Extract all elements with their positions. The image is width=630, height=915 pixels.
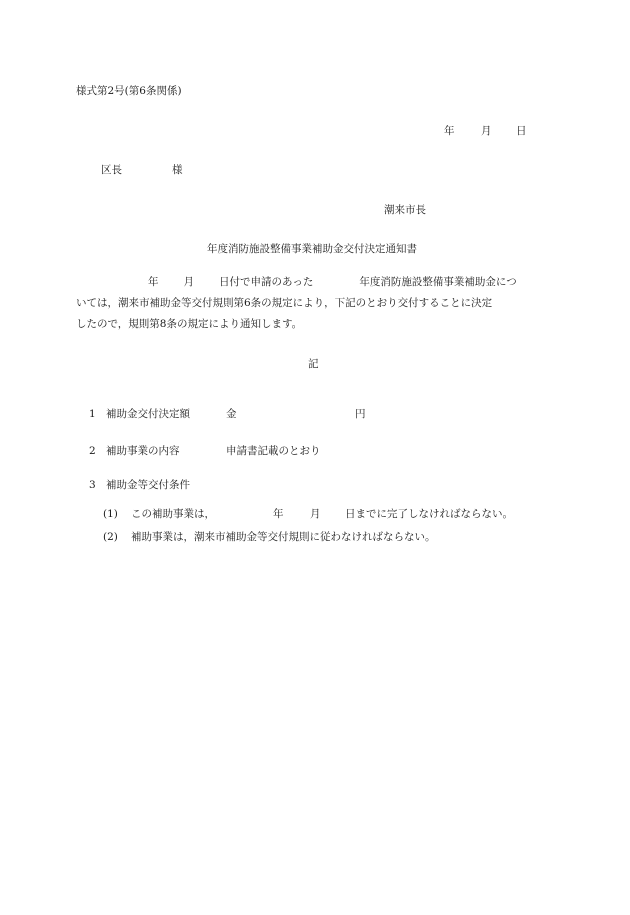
addressee-ward-chief: 区長	[101, 164, 122, 176]
issuer: 潮来市長	[384, 204, 426, 216]
item-2-number: 2	[89, 445, 96, 457]
body-subsidy-phrase: 年度消防施設整備事業補助金につ	[359, 276, 517, 288]
item-1-value-prefix: 金	[226, 408, 237, 420]
condition-1-prefix: この補助事業は，	[131, 508, 215, 520]
item-2-label: 補助事業の内容	[106, 445, 180, 457]
ki-heading: 記	[308, 358, 319, 370]
item-1-label: 補助金交付決定額	[106, 408, 190, 420]
condition-1-number: (1)	[103, 508, 118, 520]
condition-1-year: 年	[273, 508, 284, 520]
date-month: 月	[481, 125, 492, 137]
item-1-value-suffix: 円	[355, 408, 366, 420]
addressee-honorific: 様	[172, 164, 183, 176]
condition-2-text: 補助事業は，潮来市補助金等交付規則に従わなければならない。	[131, 531, 436, 543]
body-line-2: いては，潮来市補助金等交付規則第6条の規定により，下記のとおり交付することに決定	[76, 297, 493, 309]
body-paragraph	[76, 272, 556, 335]
body-year: 年	[148, 276, 159, 288]
document-title: 年度消防施設整備事業補助金交付決定通知書	[207, 243, 417, 255]
item-3-label: 補助金等交付条件	[106, 479, 190, 491]
body-line-3: したので，規則第8条の規定により通知します。	[76, 318, 303, 330]
form-label: 様式第2号(第6条関係)	[76, 85, 182, 97]
body-line-1	[76, 272, 556, 293]
condition-1-month: 月	[310, 508, 321, 520]
item-1-number: 1	[89, 408, 96, 420]
condition-2-number: (2)	[103, 531, 118, 543]
item-3-number: 3	[89, 479, 96, 491]
date-year: 年	[444, 125, 455, 137]
body-day-phrase: 日付で申請のあった	[219, 276, 314, 288]
item-2-value: 申請書記載のとおり	[226, 445, 321, 457]
date-day: 日	[516, 125, 527, 137]
body-month: 月	[183, 276, 194, 288]
condition-1-suffix: 日までに完了しなければならない。	[345, 508, 513, 520]
